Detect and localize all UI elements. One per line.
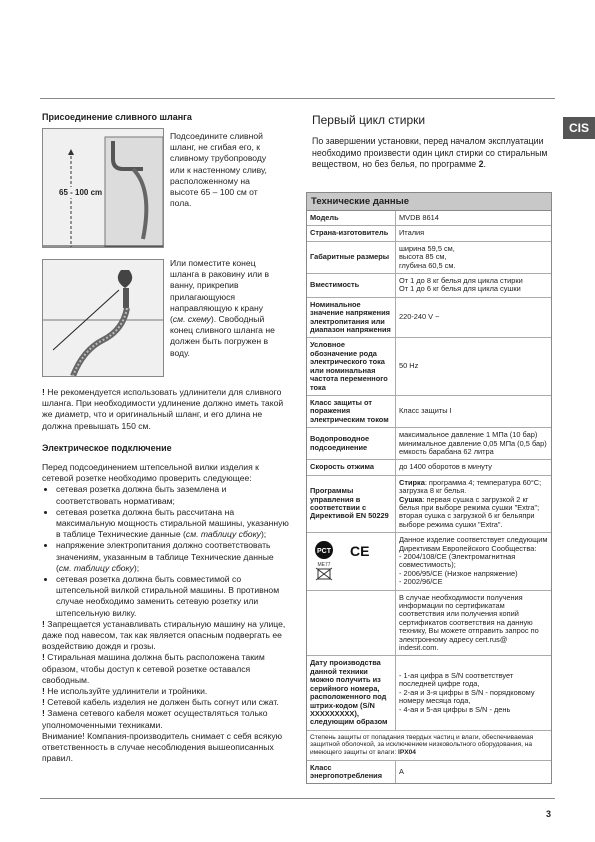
extension-warning-text: Не рекомендуется использовать удлинители для сливного шланга. При необходимости удлинение должно иметь такой же диаметр, что и оригинальный шланг, и его длина не должна превышать 150 см. [42,387,284,431]
checklist-item: • сетевая розетка должна быть заземлена и соответствовать нормативам; [56,484,290,506]
warning-icon: ! [42,618,45,629]
certification-marks-icon [310,538,370,582]
table-row: Водопроводное подсоединение максимальное давление 1 МПа (10 бар) минимальное давление 0,05 МПа (0,5 бар) емкость барабана 62 литра [307,428,551,460]
top-rule [40,98,555,99]
checklist-item: • сетевая розетка должна быть рассчитана на максимальную мощность стиральной машины, указанную в таблице Технические данные (см. таблицу сбоку); [56,507,290,541]
warning-icon: ! [42,652,45,663]
warning-icon: ! [42,697,45,708]
table-row: Программы управления в соответствии с Директивой EN 50229 Стирка: программа 4; температура 60°C; загрузка 8 кг белья. Сушка: первая сушка с загрузкой 2 кг белья при выборе режима сушки "Extra"; вторая сушка с загрузкой 6 кг бельяпри выборе режима сушки "Extra". [307,475,551,532]
table-row: Класс энергопотребления A [307,760,551,783]
tech-specs-table [307,211,551,783]
language-tab-cis: CIS [563,117,595,139]
drain-hose-paragraph-2 [170,258,278,359]
page-number: 3 [546,809,552,819]
svg-text:CE: CE [350,543,370,560]
table-row: Степень защиты от попадания твердых частиц и влаги, обеспечиваемая защитной оболочкой, за исключением низковольтного оборудования, на имеющего защиты от влаги: IPX04 [307,730,551,760]
drain-wall-figure [42,128,164,248]
extension-warning [42,387,290,432]
first-cycle-title: Первый цикл стирки [312,113,426,127]
table-row: Скорость отжима до 1400 оборотов в минуту [307,460,551,475]
warning-icon: ! [42,387,45,397]
electrical-section [42,462,290,764]
safety-warning: ! Замена сетевого кабеля может осуществляться только уполномоченными техниками. [42,708,268,730]
table-row: Номинальное значение напряжения электропитания или диапазон напряжения 220-240 V ~ [307,297,551,338]
drain-hose-paragraph-1: Подсоедините сливной шланг, не сгибая его, к сливному трубопроводу или к настенному сливу, расположенному на высоте 65 – 100 см от пола. [170,131,267,209]
table-row: Дату производства данной техники можно получить из серийного номера, расположенного под штрих-кодом (S/N XXXXXXXXX), следующим образом - 1-ая цифра в S/N соответствует последней цифре года, - 2-ая и 3-я цифры в S/N - порядковому номеру месяца года, - 4-ая и 5-ая цифры в S/N - день [307,656,551,730]
bottom-rule [40,798,555,799]
safety-warning: ! Сетевой кабель изделия не должен быть согнут или сжат. [42,697,279,708]
table-row: Вместимость От 1 до 8 кг белья для цикла стирки От 1 до 6 кг белья для цикла сушки [307,274,551,298]
liability-notice: Внимание! Компания-производитель снимает с себя всякую ответственность в случае несоблюдения вышеописанных правил. [42,730,283,764]
table-row: В случае необходимости получения информации по сертификатам соответствия или получения копий сертификатов соответствия на данную технику, Вы можете отправить запрос по электронному адресу cert.rus@ indesit.com. [307,590,551,656]
safety-warning: ! Не используйте удлинители и тройники. [42,686,208,697]
drain-sink-illustration [43,260,163,376]
drain-p2-text-b: ). Свободный конец сливного шланга не должен быть погружен в воду. [170,314,275,358]
warning-icon: ! [42,686,45,697]
checklist-item: • напряжение электропитания должно соответствовать значениям, указанным в таблице Технические данные (см. таблицу сбоку); [56,540,290,574]
tech-specs-title: Технические данные [307,193,551,211]
drain-hose-title: Присоединение сливного шланга [42,112,192,122]
electrical-checklist [42,484,290,618]
table-row: Условное обозначение рода электрического тока или номинальная частота переменного тока 50 Hz [307,338,551,395]
table-row: Габаритные размеры ширина 59,5 см, высота 85 см, глубина 60,5 см. [307,241,551,273]
height-range-label: 65 - 100 cm [59,188,103,197]
safety-warning: ! Запрещается устанавливать стиральную машину на улице, даже под навесом, так как является опасным подвергать ее воздействию дождя и грозы. [42,618,286,652]
first-cycle-text: По завершении установки, перед началом эксплуатации необходимо произвести один цикл стирки со стиральным веществом, но без белья, по программе 2. [312,136,548,170]
drain-p2-emphasis: см. схему [172,314,211,325]
table-row: Модель MVDB 8614 [307,211,551,226]
electrical-title: Электрическое подключение [42,443,172,453]
cert-mark-code: ME77 [317,562,331,569]
drain-sink-figure [42,259,164,377]
table-row: PCT ME77 CE Данное изделие соответствует следующим Директивам Европейского Сообщества: - 2004/108/CE (Электромагнитная совместимость); - 2006/95/CE (Низкое напряжение) - 2002/96/CE [307,533,551,590]
warning-icon: ! [42,708,45,719]
drain-p2-text-a: Или поместите конец шланга в раковину или в ванну, прикрепив прилагающуюся направляющую к крану ( [170,258,270,325]
safety-warning: ! Стиральная машина должна быть расположена таким образом, чтобы доступ к сетевой розетке оставался свободным. [42,652,265,685]
electrical-intro: Перед подсоединением штепсельной вилки изделия к сетевой розетке необходимо проверить следующее: [42,462,259,484]
pct-mark: PCT [317,548,331,556]
checklist-item: • сетевая розетка должна быть совместимой со штепсельной вилкой стиральной машины. В противном случае необходимо заменить сетевую розетку или штепсельную вилку. [56,574,290,619]
table-row: Страна-изготовитель Италия [307,226,551,241]
table-row: Класс защиты от поражения электрическим током Класс защиты I [307,395,551,427]
tech-specs-panel [306,192,552,784]
